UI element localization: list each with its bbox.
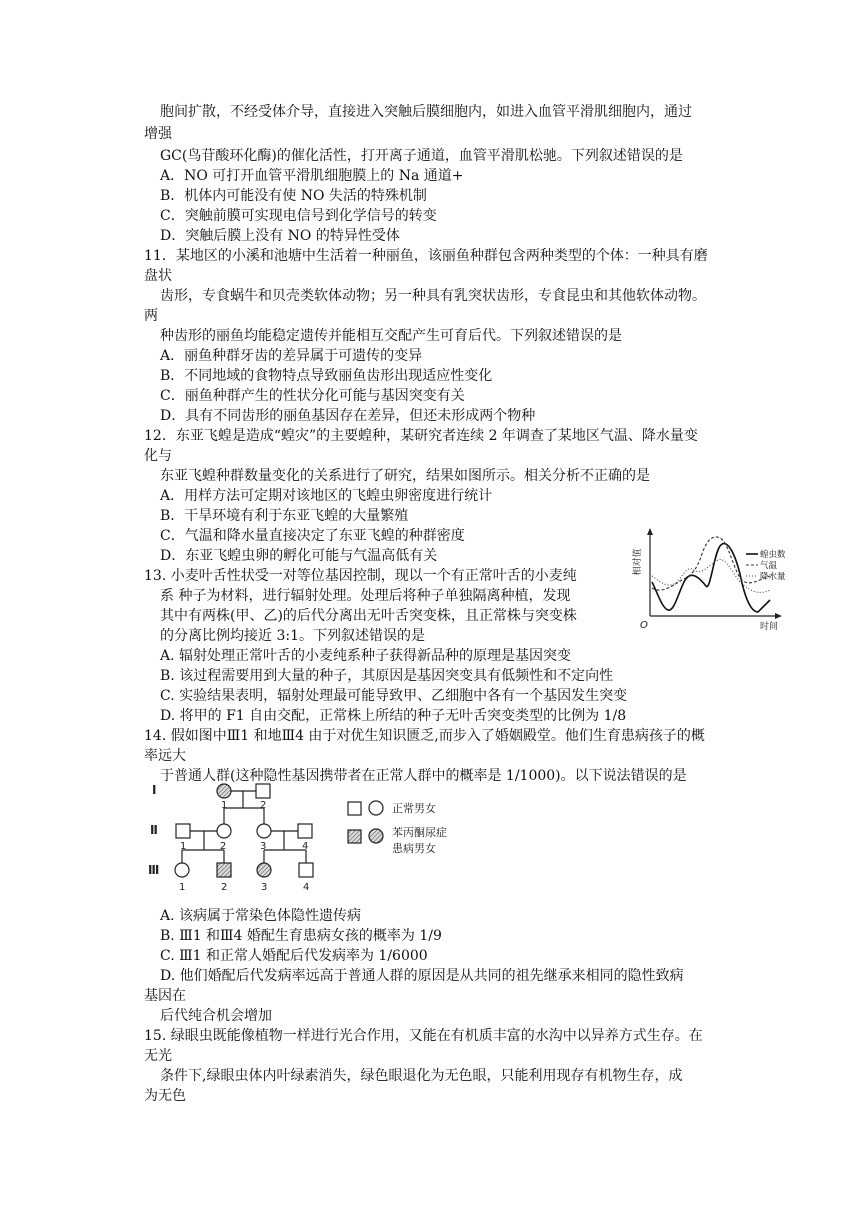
locust-climate-chart — [628, 524, 816, 634]
text-line: 盘状 — [144, 268, 172, 284]
num-III1: 1 — [179, 882, 186, 893]
option-b: B．干旱环境有利于东亚飞蝗的大量繁殖 — [160, 508, 409, 524]
num-III2: 2 — [221, 882, 228, 893]
option-b: B．不同地域的食物特点导致丽鱼齿形出现适应性变化 — [160, 368, 493, 384]
legend-temperature: 气温 — [760, 561, 778, 571]
legend-normal-female — [369, 801, 383, 815]
option-a: A．NO 可打开血管平滑肌细胞膜上的 Na 通道+ — [160, 168, 464, 184]
option-c: C. Ⅲ1 和正常人婚配后代发病率为 1/6000 — [160, 948, 428, 964]
text-line: 齿形，专食蜗牛和贝壳类软体动物；另一种具有乳突状齿形，专食昆虫和其他软体动物。 — [160, 288, 706, 304]
normal-female-III1 — [175, 863, 189, 877]
question-13-stem: 13. 小麦叶舌性状受一对等位基因控制，现以一个有正常叶舌的小麦纯 — [144, 568, 577, 584]
pedigree-chart — [140, 778, 480, 896]
option-a: A．用样方法可定期对该地区的飞蝗虫卵密度进行统计 — [160, 488, 493, 504]
text-line: 两 — [144, 308, 158, 324]
normal-female-II2 — [217, 824, 231, 838]
text-line: 种齿形的丽鱼均能稳定遗传并能相互交配产生可育后代。下列叙述错误的是 — [160, 328, 622, 344]
series-temperature — [652, 537, 770, 590]
option-c: C．丽鱼种群产生的性状分化可能与基因突变有关 — [160, 388, 465, 404]
generation-label-1: Ⅰ — [152, 783, 157, 797]
text-line: 系 种子为材料，进行辐射处理。处理后将种子单独隔离种植，发现 — [160, 588, 571, 604]
legend-precipitation: 降水量 — [760, 572, 786, 582]
normal-male-I2 — [256, 784, 270, 798]
affected-male-III2 — [217, 863, 231, 877]
normal-male-II1 — [176, 824, 190, 838]
num-I1: 1 — [221, 800, 228, 811]
num-III4: 4 — [303, 882, 310, 893]
normal-male-III4 — [299, 863, 313, 877]
question-15-stem: 15. 绿眼虫既能像植物一样进行光合作用，又能在有机质丰富的水沟中以异养方式生存。在 — [144, 1028, 703, 1044]
text-line: 的分离比例均接近 3:1。下列叙述错误的是 — [160, 628, 425, 644]
num-II4: 4 — [302, 841, 309, 852]
affected-female-III3 — [257, 863, 271, 877]
option-b: B．机体内可能没有使 NO 失活的特殊机制 — [160, 188, 427, 204]
normal-female-II3 — [257, 824, 271, 838]
option-d: D. 将甲的 F1 自由交配，正常株上所结的种子无叶舌突变类型的比例为 1/8 — [160, 708, 627, 724]
text-line: 增强 — [144, 126, 172, 142]
text-line: 条件下,绿眼虫体内叶绿素消失，绿色眼退化为无色眼，只能利用现存有机物生存，成 — [160, 1068, 683, 1084]
option-d: D. 他们婚配后代发病率远高于普通人群的原因是从共同的祖先继承来相同的隐性致病 — [160, 968, 684, 984]
normal-male-II4 — [298, 824, 312, 838]
num-II2: 2 — [220, 841, 227, 852]
num-II3: 3 — [260, 841, 267, 852]
x-axis-label: 时间 — [760, 622, 779, 632]
text-line: 基因在 — [144, 988, 186, 1004]
option-a: A. 该病属于常染色体隐性遗传病 — [160, 908, 362, 924]
legend-normal-male — [348, 802, 361, 815]
generation-label-2: Ⅱ — [150, 823, 158, 837]
legend-normal-label: 正常男女 — [392, 802, 436, 815]
option-c: C．气温和降水量直接决定了东亚飞蝗的种群密度 — [160, 528, 465, 544]
text-line: GC(鸟苷酸环化酶)的催化活性，打开离子通道，血管平滑肌松驰。下列叙述错误的是 — [160, 148, 683, 164]
text-line: 东亚飞蝗种群数量变化的关系进行了研究，结果如图所示。相关分析不正确的是 — [160, 468, 650, 484]
option-d: D．东亚飞蝗虫卵的孵化可能与气温高低有关 — [160, 548, 438, 564]
option-b: B. 该过程需要用到大量的种子，其原因是基因突变具有低频性和不定向性 — [160, 668, 614, 684]
affected-female-I1 — [217, 784, 231, 798]
generation-label-3: Ⅲ — [148, 863, 160, 877]
text-line: 后代纯合机会增加 — [160, 1008, 272, 1024]
text-line: 为无色 — [144, 1088, 186, 1104]
origin-label: O — [640, 620, 648, 631]
num-III3: 3 — [261, 882, 268, 893]
text-line: 无光 — [144, 1048, 172, 1064]
legend-affected-female — [369, 829, 383, 843]
question-14-stem: 14. 假如图中Ⅲ1 和地Ⅲ4 由于对优生知识匮乏,而步入了婚姻殿堂。他们生育患病孩子的概 — [144, 728, 705, 744]
legend-affected-male — [348, 830, 361, 843]
num-II1: 1 — [180, 841, 187, 852]
option-d: D．具有不同齿形的丽鱼基因存在差异，但还未形成两个物种 — [160, 408, 536, 424]
legend-affected-label-2: 患病男女 — [392, 842, 436, 855]
option-d: D．突触后膜上没有 NO 的特异性受体 — [160, 228, 400, 244]
option-c: C．突触前膜可实现电信号到化学信号的转变 — [160, 208, 437, 224]
question-11-stem: 11．某地区的小溪和池塘中生活着一种丽鱼，该丽鱼种群包含两种类型的个体：一种具有磨 — [144, 248, 708, 264]
legend-affected-label-1: 苯丙酮尿症 — [392, 826, 447, 839]
option-a: A．丽鱼种群牙齿的差异属于可遗传的变异 — [160, 348, 423, 364]
legend-locust: 蝗虫数 — [760, 550, 786, 560]
text-line: 化与 — [144, 448, 172, 464]
option-a: A. 辐射处理正常叶舌的小麦纯系种子获得新品种的原理是基因突变 — [160, 648, 572, 664]
option-c: C. 实验结果表明，辐射处理最可能导致甲、乙细胞中各有一个基因发生突变 — [160, 688, 628, 704]
y-axis-label: 相对值 — [633, 548, 643, 576]
question-12-stem: 12．东亚飞蝗是造成“蝗灾”的主要蝗种，某研究者连续 2 年调查了某地区气温、降水量变 — [144, 428, 698, 444]
text-line: 其中有两株(甲、乙)的后代分离出无叶舌突变株，且正常株与突变株 — [160, 608, 577, 624]
num-I2: 2 — [260, 800, 267, 811]
option-b: B. Ⅲ1 和Ⅲ4 婚配生育患病女孩的概率为 1/9 — [160, 928, 442, 944]
text-line: 率远大 — [144, 748, 186, 764]
text-line: 于普通人群(这种隐性基因携带者在正常人群中的概率是 1/1000)。以下说法错误的是 — [160, 768, 687, 784]
text-line: 胞间扩散，不经受体介导，直接进入突触后膜细胞内，如进入血管平滑肌细胞内，通过 — [160, 104, 692, 120]
